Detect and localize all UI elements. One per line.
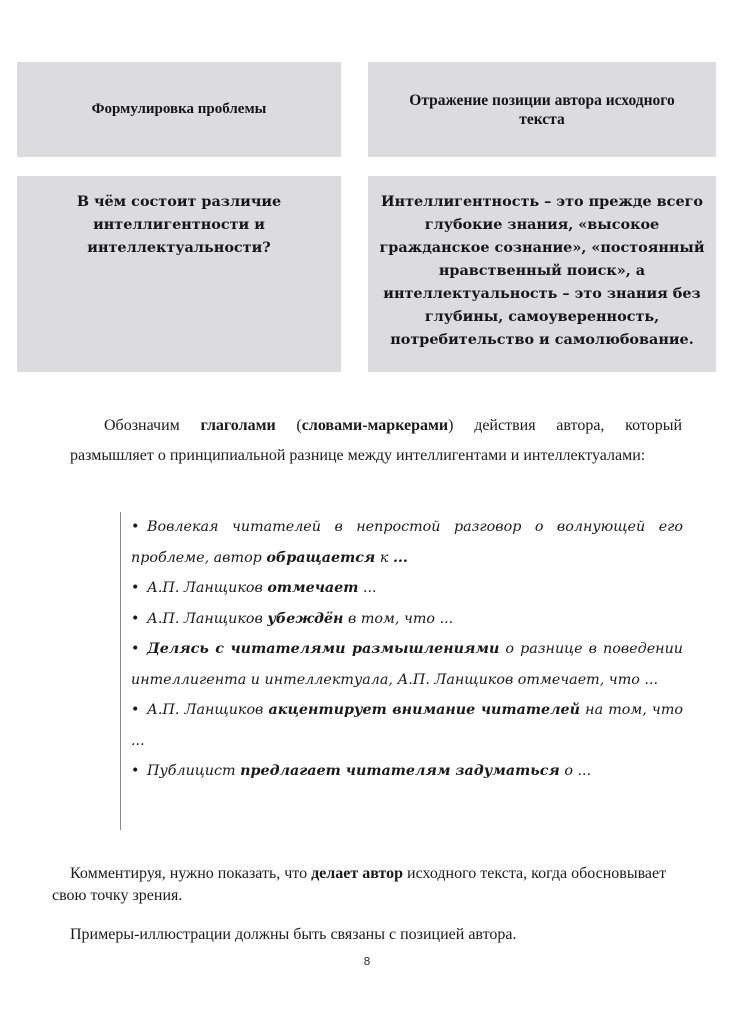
table-header-problem <box>17 62 341 157</box>
intro-bold-2: словами-маркерами <box>301 417 449 434</box>
comment-bold: делает автор <box>311 865 403 882</box>
page-number: 8 <box>363 955 371 968</box>
intro-text-1: Обозначим <box>104 417 201 434</box>
intro-text-3: ) действия автора, который размышляет о принципиальной разнице между интеллигентами и интеллектуалами: <box>70 417 683 464</box>
list-item-text: А.П. Ланщиков <box>147 702 269 718</box>
list-item-bold: акцентирует внимание читателей <box>268 702 581 718</box>
list-item-bold: предлагает читателям задуматься <box>240 763 560 779</box>
intro-paragraph <box>70 411 682 471</box>
bullet-icon: • <box>131 763 140 779</box>
list-item-text: ... <box>358 580 377 596</box>
table-cell-problem <box>17 176 341 372</box>
header-problem-text: Формулировка проблемы <box>91 101 267 117</box>
list-item <box>131 695 683 756</box>
intro-bold-1: глаголами <box>200 417 276 434</box>
list-item-text: Публицист <box>147 763 241 779</box>
list-item <box>131 512 683 573</box>
list-item <box>131 756 683 787</box>
list-item-text: на том, что ... <box>131 702 683 749</box>
bullet-icon: • <box>131 641 140 657</box>
list-item-text: к <box>375 549 393 566</box>
list-item <box>131 573 683 604</box>
examples-paragraph: Примеры-иллюстрации должны быть связаны с позицией автора. <box>70 926 517 943</box>
bullet-icon: • <box>131 702 140 718</box>
header-author-position-text: Отражение позиции автора исходного текста <box>409 91 675 128</box>
list-item-text: о ... <box>559 763 592 779</box>
bullet-icon: • <box>131 519 140 535</box>
list-item-bold: убеждён <box>267 610 344 627</box>
bullet-icon: • <box>131 610 140 627</box>
comment-text-1: Комментируя, нужно показать, что <box>70 865 312 882</box>
list-item <box>131 634 683 695</box>
comment-paragraph <box>52 863 684 907</box>
list-item-bold: обращается <box>266 549 376 566</box>
list-item-text: Вовлекая читателей в непростой разговор о волнующей его проблеме, автор <box>131 519 683 566</box>
intro-text-2: ( <box>275 417 302 434</box>
list-item-text: о разнице в поведении интеллигента и интеллектуала, А.П. Ланщиков отмечает, что ... <box>131 641 683 688</box>
list-item-text: в том, что ... <box>343 610 454 627</box>
list-item-bold: ... <box>392 549 408 566</box>
cell-author-position-text: Интеллигентность – это прежде всего глубокие знания, «высокое гражданское сознание», «постоянный нравственный поиск», а интеллектуальность – это знания без глубины, самоуверенность, потребительство и самолюбование. <box>379 193 705 348</box>
table-header-author-position <box>368 62 716 157</box>
list-item-bold: отмечает <box>267 580 359 596</box>
list-item-text: А.П. Ланщиков <box>147 580 268 596</box>
comment-text-2: исходного текста, когда обосновывает свою точку зрения. <box>52 865 667 904</box>
table-cell-author-position <box>368 176 716 372</box>
cell-problem-text: В чём состоит различие интеллигентности и интеллектуальности? <box>76 193 282 256</box>
bullet-icon: • <box>131 580 140 596</box>
list-item <box>131 604 683 635</box>
list-item-bold: Делясь с читателями размышлениями <box>147 641 500 657</box>
list-item-text: А.П. Ланщиков <box>147 610 268 627</box>
marker-list <box>120 512 683 830</box>
